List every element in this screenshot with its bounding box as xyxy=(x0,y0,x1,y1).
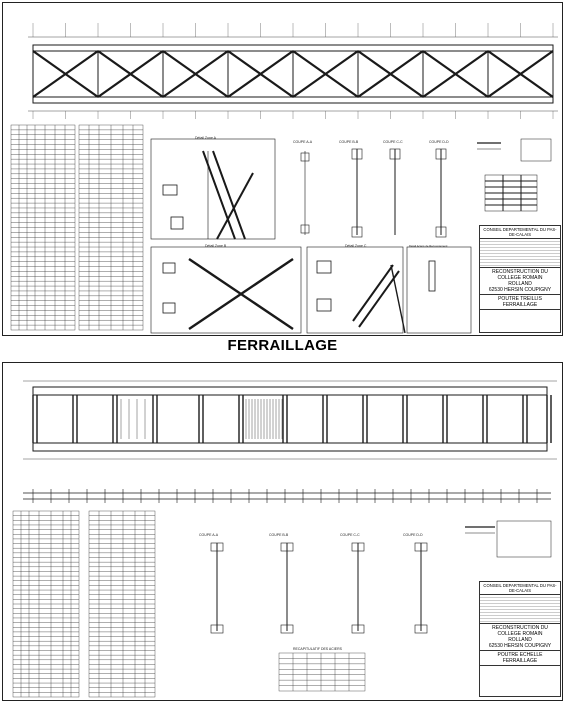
title-block-drawing xyxy=(480,651,560,666)
title-block-drawing xyxy=(480,295,560,310)
drawing-title-2: FERRAILLAGE xyxy=(502,302,538,308)
project-line-1: RECONSTRUCTION DU xyxy=(492,625,548,631)
title-block-contacts xyxy=(480,239,560,268)
ladder-plan-strip xyxy=(23,489,551,503)
cut-d-label: COUPE D-D xyxy=(429,140,449,144)
steel-summary-table xyxy=(279,653,365,691)
cut-sections xyxy=(301,149,446,237)
title-block-client: CONSEIL DEPARTEMENTAL DU PAS-DE-CALAIS xyxy=(480,582,560,595)
project-line-1: RECONSTRUCTION DU xyxy=(492,269,548,275)
detail-zone-a-label: Détail Zone A xyxy=(195,136,217,140)
ladder-cut-sections xyxy=(211,543,427,633)
truss-elevation xyxy=(28,37,558,111)
section-title: FERRAILLAGE xyxy=(227,337,338,354)
drawing-title-1: POUTRE ECHELLE xyxy=(497,652,543,658)
support-detail-2 xyxy=(465,521,551,557)
ladder-cut-b-label: COUPE B-B xyxy=(269,533,289,537)
title-block-project xyxy=(480,624,560,651)
rebar-schedule-table-4 xyxy=(89,511,155,697)
project-line-2: COLLEGE ROMAIN xyxy=(497,631,543,637)
rebar-schedule-table-1 xyxy=(11,125,75,330)
cut-c-label: COUPE C-C xyxy=(383,140,403,144)
ladder-cut-c-label: COUPE C-C xyxy=(340,533,360,537)
ladder-elevation xyxy=(23,381,557,459)
title-block-client: CONSEIL DEPARTEMENTAL DU PAS-DE-CALAIS xyxy=(480,226,560,239)
ladder-cut-a-label: COUPE A-A xyxy=(199,533,219,537)
steel-summary-title: RECAPITULATIF DES ACIERS xyxy=(293,647,342,651)
project-line-4: 62530 HERSIN COUPIGNY xyxy=(488,287,552,293)
title-block-logos xyxy=(480,666,560,686)
project-line-3: ROLLAND xyxy=(508,637,532,643)
rebar-schedule-table-3 xyxy=(13,511,79,697)
title-block-truss xyxy=(479,225,561,333)
support-detail xyxy=(477,139,551,211)
rebar-schedule-table-2 xyxy=(79,125,143,330)
project-line-4: 62530 HERSIN COUPIGNY xyxy=(488,643,552,649)
title-block-logos xyxy=(480,310,560,324)
detail-zone-a xyxy=(151,139,275,239)
detail-zone-b-label: Détail Zone B xyxy=(205,244,227,248)
cut-a-label: COUPE A-A xyxy=(293,140,313,144)
detail-zone-c xyxy=(307,247,403,333)
ladder-cut-d-label: COUPE D-D xyxy=(403,533,423,537)
project-line-2: COLLEGE ROMAIN xyxy=(497,275,543,281)
detail-zone-b xyxy=(151,247,301,333)
title-block-contacts xyxy=(480,595,560,624)
drawing-title-1: POUTRE TREILLIS xyxy=(498,296,542,302)
title-block-project xyxy=(480,268,560,295)
drawing-sheet-ladder xyxy=(2,362,563,701)
drawing-sheet-truss xyxy=(2,2,563,336)
cut-b-label: COUPE B-B xyxy=(339,140,359,144)
project-line-3: ROLLAND xyxy=(508,281,532,287)
detail-overlap-label: Détail Aciers de Recouvrement xyxy=(409,244,448,248)
detail-zone-c-label: Détail Zone C xyxy=(345,244,367,248)
title-block-ladder xyxy=(479,581,561,697)
drawing-title-2: FERRAILLAGE xyxy=(502,658,538,664)
